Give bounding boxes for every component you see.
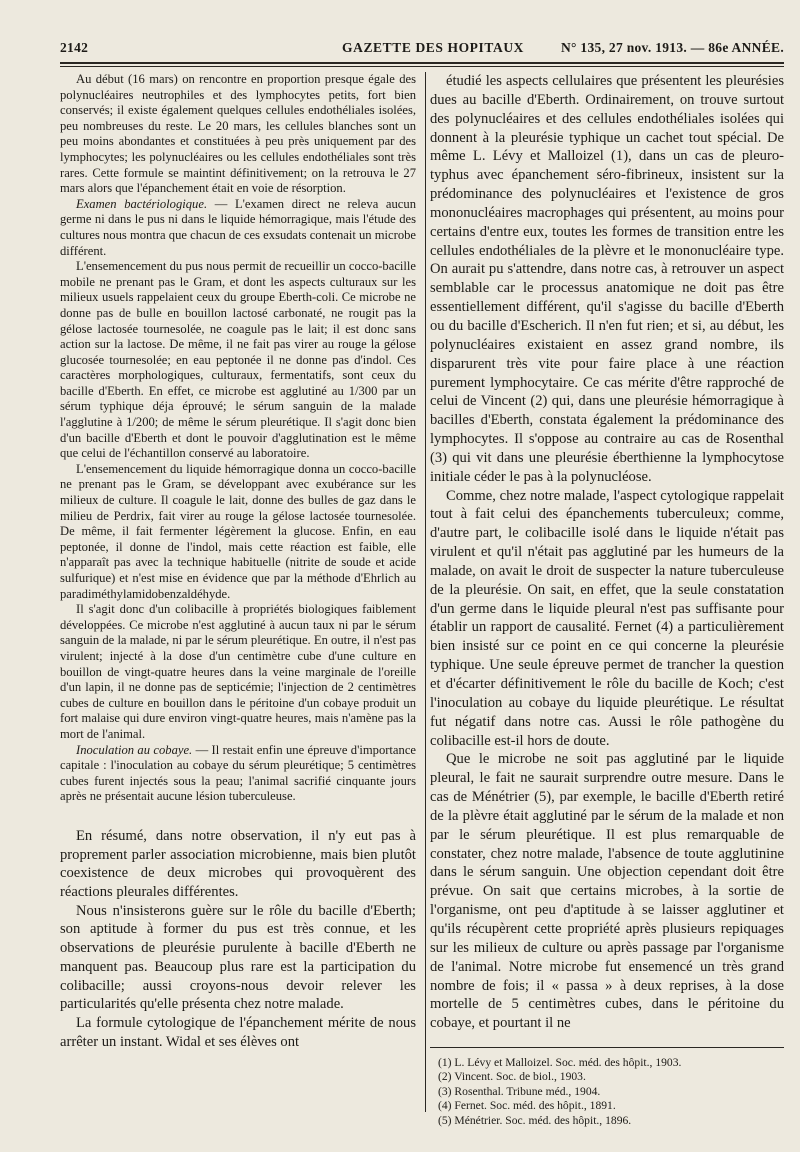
footnote-rule [430,1047,784,1048]
header-rule-thin [60,66,784,67]
paragraph: L'ensemencement du liquide hémorragique donna un cocco-bacille ne prenant pas le Gram, se développant avec exubérance sur les milieux de culture. Il coagule le lait, donne des bulles de gaz dans le milieu de Perdrix, fait virer au rouge la gélose lactosée tournesolée. De même, il fait fermenter légèrement la glucose. Enfin, en eau peptonée, il donne de l'indol, mais cette réaction est faible, elle n'apparaît pas avec la technique habituelle (nitrite de soude et acide sulfurique) et n'est mise en évidence que par la méthode d'Ehrlich au paradiméthylamidobenzaldéhyde. [60,461,416,601]
paragraph: L'ensemencement du pus nous permit de recueillir un cocco-bacille mobile ne prenant pas le Gram, et dont les aspects culturaux sur les milieux usuels rappelaient ceux du groupe Eberth-coli. Ce microbe ne donne pas de bulle en bouillon lactosé carbonaté, ne rougit pas la gélose lactosée tournesolée, ne coagule pas le lait; il est donc sans action sur la lactose. De même, il ne fait pas virer au rouge la gélose glucosée tournesolée; en eau peptonée il ne donne pas d'indol. Ces caractères morphologiques, culturaux, fermentatifs, sont ceux du bacille d'Eberth. En effet, ce microbe est agglutiné au 1/300 par un sérum typhique déja éprouvé; le sérum sanguin de la malade l'agglutine à 1/200; de même le sérum pleurétique. Il s'agit donc bien d'un bacille d'Eberth et dont le pouvoir d'agglutination est le même que celui de l'échantillon conservé au laboratoire. [60,259,416,461]
paragraph: Au début (16 mars) on rencontre en proportion presque égale des polynucléaires neutrophiles et des lymphocytes petits, fort bien conservés; il existe également quelques cellules endothéliales isolées, peu nombreuses du reste. Le 20 mars, les cellules blanches sont un peu moins abondantes et constituées à peu près uniquement par des lymphocytes; les polynucléaires ou les cellules endothéliales sont très rares. Cette formule se maintint définitivement; on la retrouva le 27 mars alors que l'épanchement était en voie de résorption. [60,72,416,196]
right-column [430,72,784,1127]
footnote: (1) L. Lévy et Malloizel. Soc. méd. des hôpit., 1903. [438,1056,682,1070]
footnotes [430,1056,784,1128]
paragraph [60,743,416,805]
paragraph-text: — L'examen direct ne releva aucun germe ni dans le pus ni dans le liquide hémorragique, mais l'étude des cultures nous montra que chacun de ces exsudats contenait un microbe différent. [60,196,417,258]
small-print-section [60,72,416,805]
footnote: (5) Ménétrier. Soc. méd. des hôpit., 1896. [438,1113,632,1127]
paragraph: En résumé, dans notre observation, il n'y eut pas à proprement parler association microbienne, mais bien plutôt coexistence de deux microbes qui provoquèrent des réactions pleurales différentes. [60,827,416,901]
footnote: (3) Rosenthal. Tribune méd., 1904. [438,1084,601,1098]
large-print-section [430,72,784,1033]
paragraph: La formule cytologique de l'épanchement mérite de nous arrêter un instant. Widal et ses élèves ont [60,1014,416,1050]
left-column [60,72,416,1117]
paragraph: Nous n'insisterons guère sur le rôle du bacille d'Eberth; son aptitude à former du pus est très connue, et les observations de pleurésie purulente à bacille d'Eberth ne manquent pas. Beaucoup plus rare est la participation du colibacille; aussi croyons-nous devoir relever les particularités qu'elle présenta chez notre malade. [60,902,416,1013]
paragraph: Comme, chez notre malade, l'aspect cytologique rappelait tout à fait celui des épanchements tuberculeux; comme, d'autre part, le colibacille isolé dans le liquide n'était pas virulent et qu'il n'était pas agglutiné par les humeurs de la malade, on avait le droit de suspecter la nature tuberculeuse de la pleurésie. On sait, en effet, que la seule constatation d'un germe dans le liquide pleural n'est pas suffisante pour établir un rapport de causalité. Fernet (4) a particulièrement bien insisté sur ce point en ce qui concerne la pleurésie typhique. Une seule épreuve permet de trancher la question et d'écarter définitivement le rôle du bacille de Koch; c'est l'inoculation au cobaye du liquide pleurétique. Le résultat fut négatif dans notre cas. Aussi le rôle pathogène du colibacille est-il hors de doute. [430,487,784,749]
paragraph-text: — Il restait enfin une épreuve d'importance capitale : l'inoculation au cobaye du sérum pleurétique; 5 centimètres cubes furent injectés sous la peau; l'animal sacrifié cinquante jours après ne présentait aucune lésion tuberculeuse. [60,742,416,804]
column-divider [425,72,426,1112]
paragraph: Il s'agit donc d'un colibacille à propriétés biologiques faiblement développées. Ce microbe n'est agglutiné à aucun taux ni par le sérum sanguin de la malade, ni par le sérum pleurétique. En outre, il n'est pas virulent; injecté à la dose d'un centimètre cube d'une culture en bouillon de vingt-quatre heures dans la veine marginale de l'oreille d'un lapin, il ne donne pas de septicémie; l'injection de 2 centimètres cubes de culture en bouillon dans le péritoine d'un cobaye produit un fort malaise qui dure environ vingt-quatre heures, mais n'amène pas la mort de l'animal. [60,602,416,741]
page-number: 2142 [60,40,89,55]
section-heading: Inoculation au cobaye. [76,742,193,757]
paragraph [60,197,416,259]
footnote: (4) Fernet. Soc. méd. des hôpit., 1891. [438,1099,616,1113]
paragraph: étudié les aspects cellulaires que présentent les pleurésies dues au bacille d'Eberth. Ordinairement, on trouve surtout des polynucléaires et des cellules endothéliales isolées qui donnent à la pleurésie typhique un cachet tout spécial. De même L. Lévy et Malloizel (1), dans un cas de pleuro-typhus avec épanchement séro-fibrineux, insistent sur la prédominance des polynucléaires et l'existence de gros mononucléaires macrophages qui présentent, au moins pour certains d'entre eux, toutes les formes de transition entre les cellules endothéliales de la plèvre et le mononucléaire type. On aurait pu s'attendre, dans notre cas, à retrouver un aspect semblable car le processus anatomique ne doit pas être essentiellement différent, qu'il s'agisse du bacille d'Eberth ou du bacille d'Escherich. Il n'en fut rien; et si, au début, les polynucléaires existaient en assez grand nombre, ils disparurent très vite pour faire place à une réaction purement lymphocytaire. Ce cas mérite d'être rapproché de celui de Vincent (2) qui, dans une pleurésie hémorragique à bacilles d'Eberth, constata également la prédominance des lymphocytes. Il s'oppose au contraire au cas de Rosenthal (3) qui vit dans une pleurésie éberthienne la lymphocytose initiale céder le pas à la polynucléose. [430,73,784,485]
large-print-section [60,827,416,1051]
section-heading: Examen bactériologique. [76,196,208,211]
issue-info: N° 135, 27 nov. 1913. — 86e ANNÉE. [561,40,784,55]
footnote: (2) Vincent. Soc. de biol., 1903. [438,1070,586,1084]
running-header [60,40,784,60]
header-rule-thick [60,62,784,64]
paragraph: Que le microbe ne soit pas agglutiné par le liquide pleural, le fait ne saurait surprendre outre mesure. Dans le cas de Ménétrier (5), par exemple, le bacille d'Eberth retiré de la plèvre était agglutiné par le sérum de la malade et non par le sérum pleurétique. Il est plus remarquable de constater, chez notre malade, l'absence de toute agglutinine dans le sérum sanguin. Une objection cependant doit être prévue. On sait que certains microbes, à la sortie de l'organisme, ont peu d'aptitude à se laisser agglutiner et qu'ils récupèrent cette propriété après plusieurs repiquages sur les milieux de culture ou après passage par l'organisme de l'animal. Notre microbe fut ensemencé un très grand nombre de fois; il « passa » à deux reprises, à la dose mortelle de 5 centimètres cubes, dans le péritoine du cobaye, et pourtant il ne [430,751,784,1032]
journal-title: GAZETTE DES HOPITAUX [342,40,525,55]
